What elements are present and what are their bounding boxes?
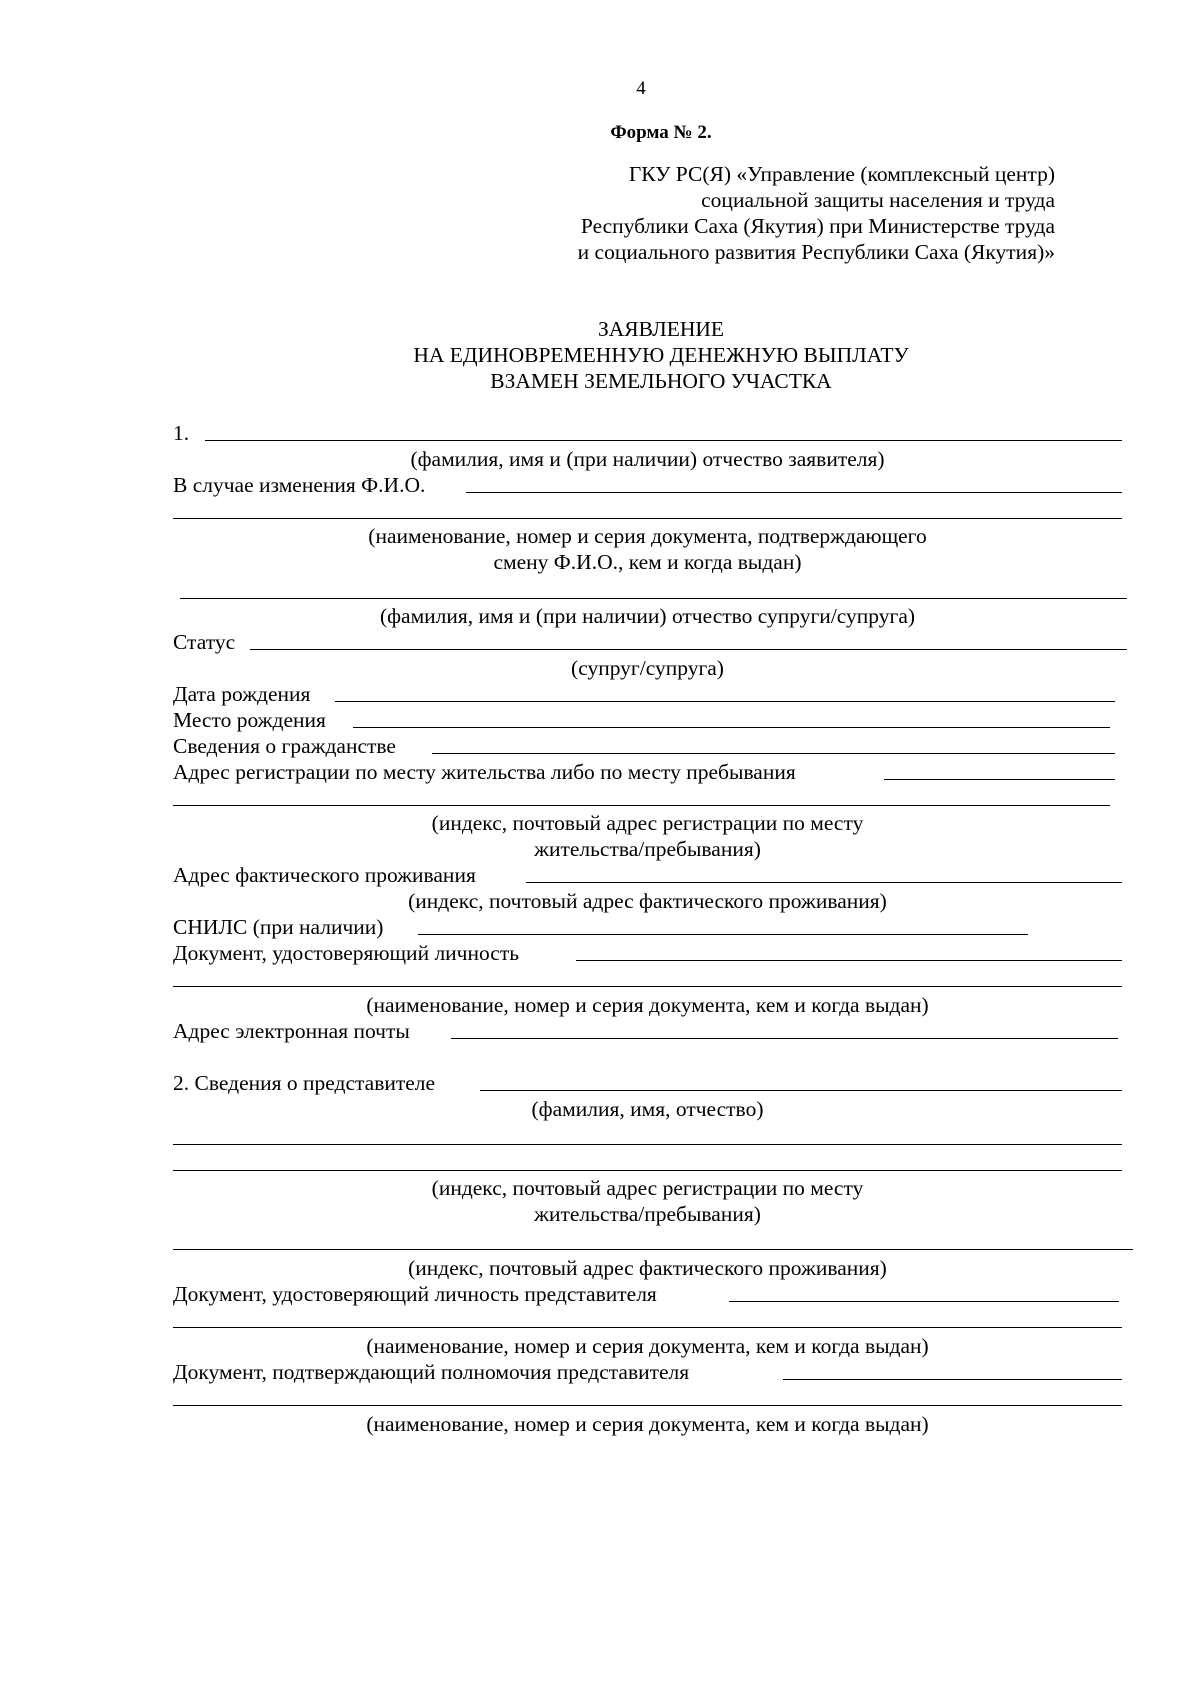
reg-address-caption: (индекс, почтовый адрес регистрации по месту xyxy=(431,811,864,835)
representative-id-doc-caption: (наименование, номер и серия документа, кем и когда выдан) xyxy=(366,1334,929,1358)
authority-doc-caption: (наименование, номер и серия документа, кем и когда выдан) xyxy=(366,1412,929,1436)
representative-id-doc-label: Документ, удостоверяющий личность представителя xyxy=(173,1282,657,1306)
birth-date-field[interactable] xyxy=(335,701,1115,702)
representative-reg-caption: жительства/пребывания) xyxy=(534,1202,761,1226)
citizenship-label: Сведения о гражданстве xyxy=(173,734,396,758)
addressee-line: Республики Саха (Якутия) при Министерстве труда xyxy=(580,214,1055,238)
representative-label: 2. Сведения о представителе xyxy=(173,1071,436,1095)
actual-address-caption: (индекс, почтовый адрес фактического проживания) xyxy=(408,889,887,913)
reg-address-caption: жительства/пребывания) xyxy=(534,837,761,861)
status-caption: (супруг/супруга) xyxy=(571,656,724,680)
representative-id-doc-field-line2[interactable] xyxy=(173,1327,1122,1328)
birth-place-label: Место рождения xyxy=(173,708,326,732)
representative-reg-caption: (индекс, почтовый адрес регистрации по месту xyxy=(431,1176,864,1200)
representative-fio-caption: (фамилия, имя, отчество) xyxy=(531,1097,764,1121)
name-change-field[interactable] xyxy=(466,492,1122,493)
actual-address-label: Адрес фактического проживания xyxy=(173,863,476,887)
authority-doc-field[interactable] xyxy=(783,1379,1122,1380)
snils-label: СНИЛС (при наличии) xyxy=(173,915,384,939)
representative-id-doc-field[interactable] xyxy=(729,1301,1119,1302)
representative-reg-field-line2[interactable] xyxy=(173,1170,1122,1171)
birth-place-field[interactable] xyxy=(353,727,1110,728)
section1-number: 1. xyxy=(173,421,190,445)
name-change-field-line2[interactable] xyxy=(173,518,1122,519)
page-number: 4 xyxy=(636,78,646,99)
title-line: ВЗАМЕН ЗЕМЕЛЬНОГО УЧАСТКА xyxy=(490,369,832,393)
form-number: Форма № 2. xyxy=(610,122,712,143)
name-change-caption: (наименование, номер и серия документа, подтверждающего xyxy=(368,524,927,548)
id-doc-field[interactable] xyxy=(576,960,1122,961)
email-label: Адрес электронная почты xyxy=(173,1019,410,1043)
addressee-line: социальной защиты населения и труда xyxy=(701,188,1055,212)
title-line: НА ЕДИНОВРЕМЕННУЮ ДЕНЕЖНУЮ ВЫПЛАТУ xyxy=(413,343,909,367)
addressee-line: и социального развития Республики Саха (Якутия)» xyxy=(577,240,1055,264)
reg-address-label: Адрес регистрации по месту жительства либо по месту пребывания xyxy=(173,760,796,784)
name-change-label: В случае изменения Ф.И.О. xyxy=(173,473,426,497)
addressee-line: ГКУ РС(Я) «Управление (комплексный центр) xyxy=(628,162,1055,186)
actual-address-field[interactable] xyxy=(526,882,1122,883)
status-label: Статус xyxy=(173,630,236,654)
representative-reg-field-line1[interactable] xyxy=(173,1144,1122,1145)
id-doc-field-line2[interactable] xyxy=(173,986,1122,987)
spouse-fio-caption: (фамилия, имя и (при наличии) отчество супруги/супруга) xyxy=(379,604,916,628)
representative-actual-address-field[interactable] xyxy=(173,1249,1133,1250)
reg-address-field-line2[interactable] xyxy=(173,805,1110,806)
id-doc-label: Документ, удостоверяющий личность xyxy=(173,941,520,965)
name-change-caption: смену Ф.И.О., кем и когда выдан) xyxy=(493,550,802,574)
representative-actual-address-caption: (индекс, почтовый адрес фактического проживания) xyxy=(408,1256,887,1280)
email-field[interactable] xyxy=(451,1038,1118,1039)
status-field[interactable] xyxy=(250,649,1127,650)
snils-field[interactable] xyxy=(418,934,1028,935)
applicant-fio-field[interactable] xyxy=(205,440,1122,441)
representative-fio-field[interactable] xyxy=(480,1090,1122,1091)
id-doc-caption: (наименование, номер и серия документа, кем и когда выдан) xyxy=(366,993,929,1017)
applicant-fio-caption: (фамилия, имя и (при наличии) отчество заявителя) xyxy=(410,447,885,471)
birth-date-label: Дата рождения xyxy=(173,682,311,706)
title-line: ЗАЯВЛЕНИЕ xyxy=(597,317,725,341)
spouse-fio-field[interactable] xyxy=(180,598,1127,599)
authority-doc-label: Документ, подтверждающий полномочия представителя xyxy=(173,1360,690,1384)
authority-doc-field-line2[interactable] xyxy=(173,1405,1122,1406)
citizenship-field[interactable] xyxy=(432,753,1115,754)
reg-address-field[interactable] xyxy=(884,779,1115,780)
